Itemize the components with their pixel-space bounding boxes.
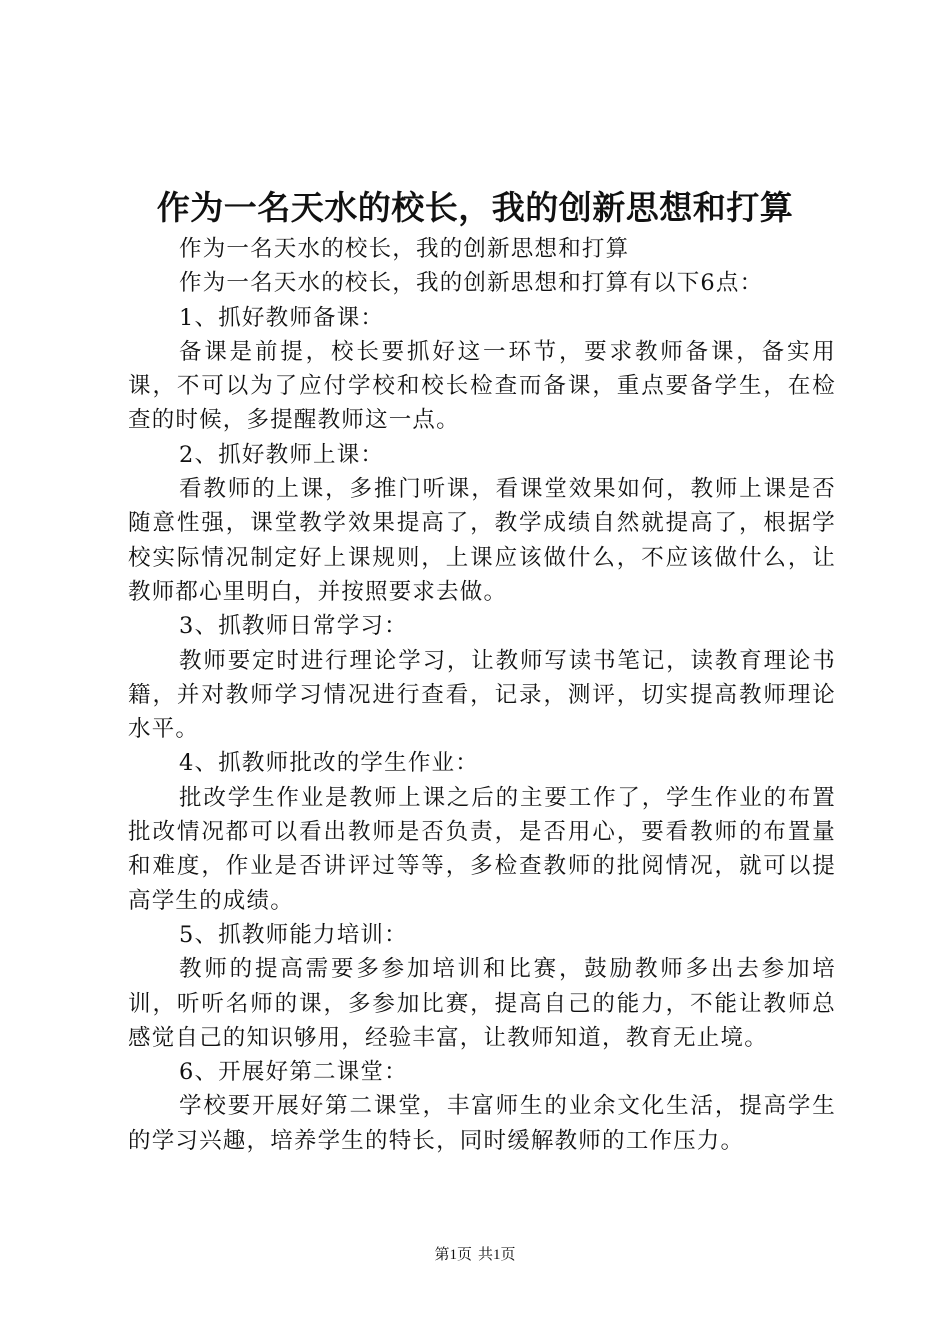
section-body-1: 备课是前提，校长要抓好这一环节，要求教师备课，备实用课，不可以为了应付学校和校长检查而备课，重点要备学生，在检查的时候，多提醒教师这一点。 <box>128 338 836 434</box>
section-heading-3: 3、抓教师日常学习： <box>179 613 408 640</box>
section-body-4: 批改学生作业是教师上课之后的主要工作了，学生作业的布置批改情况都可以看出教师是否负责，是否用心，要看教师的布置量和难度，作业是否讲评过等等，多检查教师的批阅情况，就可以提高学生的成绩。 <box>128 784 836 914</box>
document-title: 作为一名天水的校长，我的创新思想和打算 <box>156 188 794 227</box>
section-heading-2: 2、抓好教师上课： <box>179 441 385 468</box>
document-body <box>128 232 836 1158</box>
page-footer <box>0 1245 950 1265</box>
section-heading-1: 1、抓好教师备课： <box>179 304 385 331</box>
page-number: 第1页 <box>434 1247 472 1263</box>
page-total: 共1页 <box>478 1247 516 1263</box>
section-heading-6: 6、开展好第二课堂： <box>179 1059 408 1086</box>
section-body-5: 教师的提高需要多参加培训和比赛，鼓励教师多出去参加培训，听听名师的课，多参加比赛，提高自己的能力，不能让教师总感觉自己的知识够用，经验丰富，让教师知道，教育无止境。 <box>128 956 836 1051</box>
section-body-6: 学校要开展好第二课堂，丰富师生的业余文化生活，提高学生的学习兴趣，培养学生的特长，同时缓解教师的工作压力。 <box>128 1093 836 1154</box>
section-heading-5: 5、抓教师能力培训： <box>179 921 408 948</box>
section-heading-4: 4、抓教师批改的学生作业： <box>179 750 479 777</box>
intro-line-2: 作为一名天水的校长，我的创新思想和打算有以下6点： <box>179 270 764 297</box>
intro-line-1: 作为一名天水的校长，我的创新思想和打算 <box>179 236 630 262</box>
section-body-3: 教师要定时进行理论学习，让教师写读书笔记，读教育理论书籍，并对教师学习情况进行查看，记录，测评，切实提高教师理论水平。 <box>128 647 836 743</box>
section-body-2: 看教师的上课，多推门听课，看课堂效果如何，教师上课是否随意性强，课堂教学效果提高了，教学成绩自然就提高了，根据学校实际情况制定好上课规则，上课应该做什么，不应该做什么，让教师都心里明白，并按照要求去做。 <box>128 476 836 605</box>
